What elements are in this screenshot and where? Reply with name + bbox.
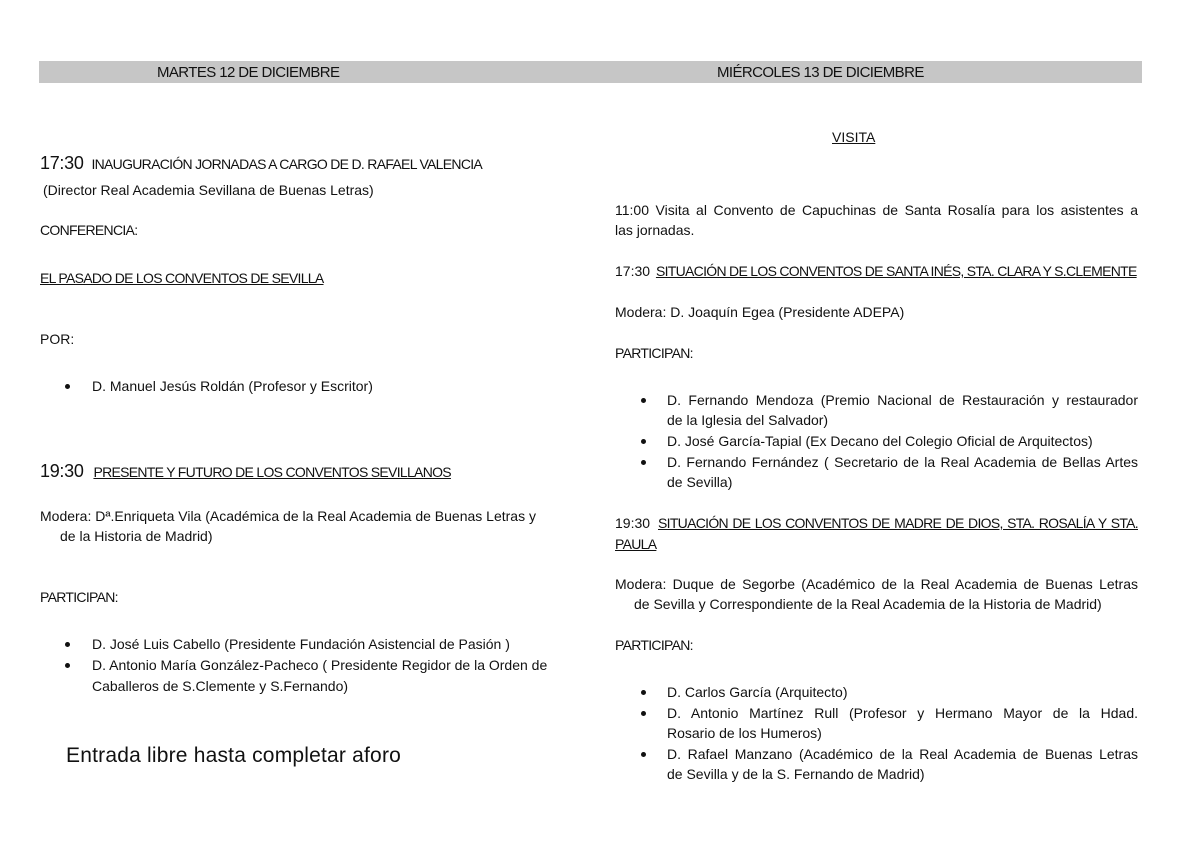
participant-item: D. Fernando Mendoza (Premio Nacional de Restauración y restaurador: [667, 392, 1138, 408]
participant-item-cont: de Sevilla y de la S. Fernando de Madrid): [667, 766, 925, 782]
inauguration-line: [40, 153, 482, 174]
visit-text-line-1: 11:00 Visita al Convento de Capuchinas de Santa Rosalía para los asistentes a: [615, 202, 1138, 218]
session-4-line: [615, 515, 650, 531]
session-title: INAUGURACIÓN JORNADAS A CARGO DE D. RAFAEL VALENCIA: [91, 156, 483, 172]
tuesday-heading: MARTES 12 DE DICIEMBRE: [157, 64, 340, 81]
participan-label: PARTICIPAN:: [615, 637, 693, 653]
conference-label: CONFERENCIA:: [40, 222, 138, 238]
participant-item-cont: de la Iglesia del Salvador): [667, 412, 829, 428]
participant-item: D. Carlos García (Arquitecto): [667, 684, 848, 700]
wednesday-heading: MIÉRCOLES 13 DE DICIEMBRE: [717, 64, 924, 81]
moderator-line-2: de la Historia de Madrid): [60, 528, 213, 544]
moderator-line-2: de Sevilla y Correspondiente de la Real Academia de la Historia de Madrid): [634, 596, 1102, 612]
participant-item: D. José García-Tapial (Ex Decano del Colegio Oficial de Arquitectos): [667, 433, 1093, 449]
session-title-cont: PAULA: [615, 536, 657, 552]
participant-item: D. Fernando Fernández ( Secretario de la Real Academia de Bellas Artes: [667, 454, 1138, 470]
bullet-icon: [641, 398, 646, 403]
bullet-icon: [65, 384, 70, 389]
participan-label: PARTICIPAN:: [40, 589, 118, 605]
session-time: 19:30: [40, 461, 84, 481]
participant-item: D. Antonio María González-Pacheco ( Presidente Regidor de la Orden de: [92, 657, 548, 673]
visit-label: VISITA: [832, 129, 876, 145]
participant-item-cont: Rosario de los Humeros): [667, 725, 822, 741]
session-time: 17:30: [40, 153, 84, 173]
participant-item: D. Rafael Manzano (Académico de la Real Academia de Buenas Letras: [667, 746, 1138, 762]
session-2-line: [40, 461, 451, 482]
participant-item-cont: Caballeros de S.Clemente y S.Fernando): [92, 678, 349, 694]
bullet-icon: [641, 752, 646, 757]
participan-label: PARTICIPAN:: [615, 345, 693, 361]
moderator-line-1: Modera: Dª.Enriqueta Vila (Académica de la Real Academia de Buenas Letras y: [40, 508, 536, 524]
session-3-line: [615, 263, 1137, 279]
session-title: SITUACIÓN DE LOS CONVENTOS DE MADRE DE DIOS, STA. ROSALÍA Y STA.: [658, 515, 1138, 531]
session-time: 19:30: [615, 515, 651, 531]
moderator-line-1: Modera: Duque de Segorbe (Académico de la Real Academia de Buenas Letras: [615, 576, 1138, 592]
conference-title: EL PASADO DE LOS CONVENTOS DE SEVILLA: [40, 270, 324, 286]
bullet-icon: [641, 690, 646, 695]
bullet-icon: [65, 663, 70, 668]
bullet-icon: [641, 460, 646, 465]
visit-text-line-2: las jornadas.: [615, 222, 695, 238]
bullet-icon: [65, 642, 70, 647]
session-time: 17:30: [615, 263, 651, 279]
participant-item: D. Antonio Martínez Rull (Profesor y Hermano Mayor de la Hdad.: [667, 705, 1138, 721]
bullet-icon: [641, 711, 646, 716]
bullet-icon: [641, 439, 646, 444]
free-entry-notice: Entrada libre hasta completar aforo: [66, 744, 402, 767]
moderator-line: Modera: D. Joaquín Egea (Presidente ADEPA): [615, 304, 905, 320]
participant-item: D. José Luis Cabello (Presidente Fundación Asistencial de Pasión ): [92, 636, 510, 652]
por-label: POR:: [40, 331, 75, 347]
inauguration-subtitle: (Director Real Academia Sevillana de Buenas Letras): [43, 182, 374, 198]
session-title: PRESENTE Y FUTURO DE LOS CONVENTOS SEVILLANOS: [93, 464, 451, 480]
speaker-item: D. Manuel Jesús Roldán (Profesor y Escritor): [92, 378, 373, 394]
participant-item-cont: de Sevilla): [667, 474, 733, 490]
session-title: SITUACIÓN DE LOS CONVENTOS DE SANTA INÉS, STA. CLARA Y S.CLEMENTE: [655, 263, 1137, 279]
